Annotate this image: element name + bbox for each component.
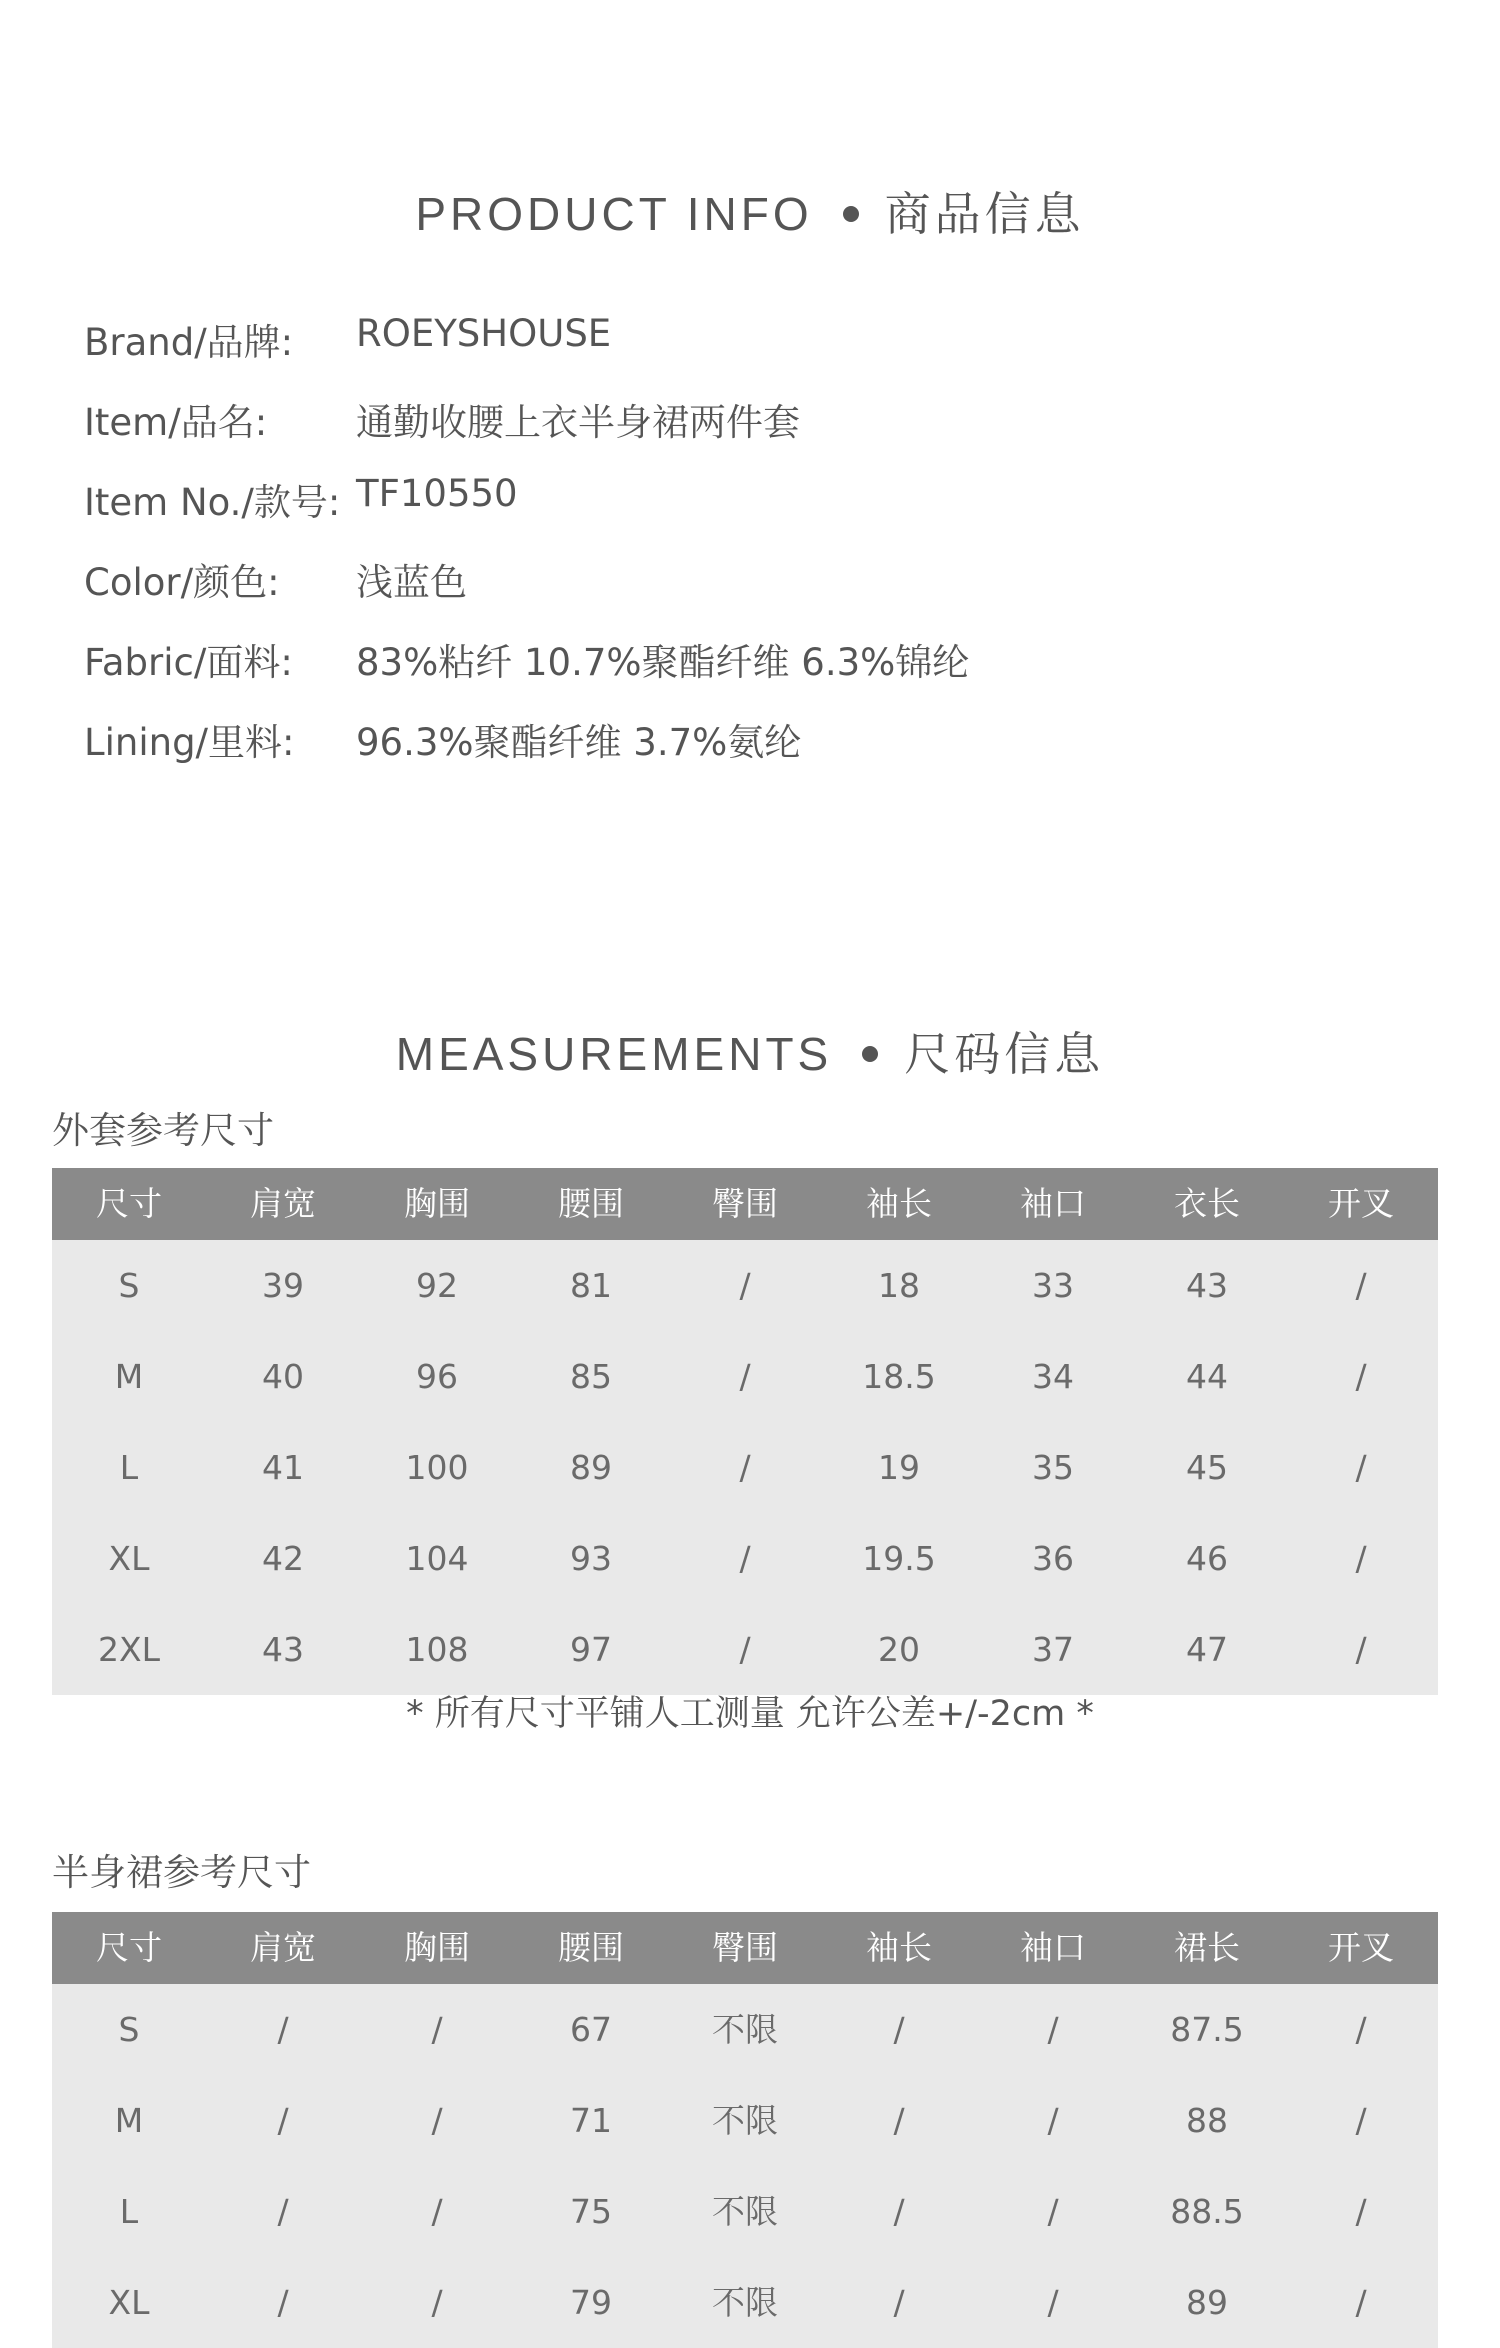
table-cell: /	[1355, 2010, 1367, 2049]
product-info-title	[0, 178, 1500, 244]
table-cell: 42	[262, 1539, 304, 1578]
table-cell: /	[893, 2010, 905, 2049]
header-cell: 肩宽	[250, 1928, 316, 1967]
table-cell: /	[1355, 1357, 1367, 1396]
measurements-title-en: MEASUREMENTS	[395, 1028, 833, 1080]
table-cell: 100	[405, 1448, 469, 1487]
table-cell: 79	[570, 2283, 612, 2322]
table-cell: L	[119, 2192, 139, 2231]
table-cell: /	[893, 2192, 905, 2231]
table-cell: /	[431, 2192, 443, 2231]
table-cell: 96	[416, 1357, 458, 1396]
skirt-size-table	[52, 1912, 1438, 2348]
header-cell: 尺寸	[96, 1184, 162, 1223]
table-header	[52, 1168, 1438, 1240]
table-cell: /	[739, 1266, 751, 1305]
table-row	[52, 1240, 1438, 1331]
header-cell: 腰围	[558, 1184, 624, 1223]
header-cell: 开叉	[1328, 1184, 1394, 1223]
table-cell: 93	[570, 1539, 612, 1578]
measurements-title	[0, 1018, 1500, 1084]
info-value: 通勤收腰上衣半身裙两件套	[356, 401, 800, 444]
table-row	[52, 1513, 1438, 1604]
header-cell: 腰围	[558, 1928, 624, 1967]
header-cell: 袖口	[1020, 1184, 1086, 1223]
table-cell: 不限	[712, 2192, 778, 2231]
table-row	[52, 1604, 1438, 1695]
table-cell: /	[1355, 1539, 1367, 1578]
table-cell: /	[431, 2010, 443, 2049]
table-cell: 92	[416, 1266, 458, 1305]
header-cell: 袖口	[1020, 1928, 1086, 1967]
table-cell: /	[277, 2192, 289, 2231]
header-cell: 尺寸	[96, 1928, 162, 1967]
table-cell: 97	[570, 1630, 612, 1669]
product-info-title-en: PRODUCT INFO	[415, 188, 813, 240]
table-cell: /	[893, 2283, 905, 2322]
header-cell: 臀围	[712, 1184, 778, 1223]
table-cell: 71	[570, 2101, 612, 2140]
table-cell: /	[739, 1539, 751, 1578]
table-cell: 不限	[712, 2101, 778, 2140]
table-cell: 75	[570, 2192, 612, 2231]
measurements-title-zh: 尺码信息	[904, 1027, 1105, 1081]
table-cell: /	[739, 1357, 751, 1396]
table-cell: 不限	[712, 2283, 778, 2322]
table-cell: 85	[570, 1357, 612, 1396]
coat-size-table	[52, 1168, 1438, 1695]
table-cell: /	[739, 1630, 751, 1669]
info-value: ROEYSHOUSE	[356, 312, 612, 355]
table-cell: 40	[262, 1357, 304, 1396]
table-cell: /	[1047, 2010, 1059, 2049]
table-cell: 不限	[712, 2010, 778, 2049]
table-cell: /	[1355, 1448, 1367, 1487]
table-cell: 39	[262, 1266, 304, 1305]
table-cell: /	[893, 2101, 905, 2140]
table-cell: /	[1047, 2192, 1059, 2231]
table-cell: 18.5	[862, 1357, 936, 1396]
table-header	[52, 1912, 1438, 1984]
table-cell: L	[119, 1448, 139, 1487]
table-cell: 45	[1186, 1448, 1228, 1487]
table-cell: 46	[1186, 1539, 1228, 1578]
table-cell: 88	[1186, 2101, 1228, 2140]
table-cell: 35	[1032, 1448, 1074, 1487]
table-cell: 87.5	[1170, 2010, 1244, 2049]
table-cell: 43	[1186, 1266, 1228, 1305]
table-cell: /	[1355, 2283, 1367, 2322]
info-value: 96.3%聚酯纤维 3.7%氨纶	[356, 721, 802, 764]
header-cell: 胸围	[404, 1928, 470, 1967]
table-cell: /	[1047, 2101, 1059, 2140]
table-cell: 88.5	[1170, 2192, 1244, 2231]
table-cell: 44	[1186, 1357, 1228, 1396]
table-cell: 89	[570, 1448, 612, 1487]
table-cell: 18	[878, 1266, 920, 1305]
info-label: Item No./款号:	[84, 481, 341, 524]
table-cell: /	[277, 2283, 289, 2322]
table-cell: /	[1355, 2192, 1367, 2231]
table-cell: S	[118, 2010, 140, 2049]
table-cell: 67	[570, 2010, 612, 2049]
header-cell: 裙长	[1174, 1928, 1240, 1967]
table-row	[52, 1331, 1438, 1422]
table-cell: 43	[262, 1630, 304, 1669]
table-cell: 19.5	[862, 1539, 936, 1578]
table-row	[52, 2166, 1438, 2257]
header-cell: 开叉	[1328, 1928, 1394, 1967]
table-cell: /	[739, 1448, 751, 1487]
header-cell: 袖长	[866, 1928, 932, 1967]
table-cell: 89	[1186, 2283, 1228, 2322]
header-cell: 衣长	[1174, 1184, 1240, 1223]
table-cell: /	[277, 2101, 289, 2140]
table-cell: /	[431, 2283, 443, 2322]
table-row	[52, 1422, 1438, 1513]
info-value: TF10550	[356, 472, 518, 515]
table-cell: 33	[1032, 1266, 1074, 1305]
table-row	[52, 2075, 1438, 2166]
table-cell: /	[1355, 2101, 1367, 2140]
bullet-dot-icon	[843, 206, 859, 222]
table-cell: 108	[405, 1630, 469, 1669]
header-cell: 胸围	[404, 1184, 470, 1223]
product-info-title-zh: 商品信息	[884, 187, 1085, 241]
table-row	[52, 1984, 1438, 2075]
table-cell: 41	[262, 1448, 304, 1487]
table-row	[52, 2257, 1438, 2348]
table-cell: 36	[1032, 1539, 1074, 1578]
table-cell: 19	[878, 1448, 920, 1487]
table-body	[52, 1984, 1438, 2348]
table-cell: 47	[1186, 1630, 1228, 1669]
skirt-size-subtitle: 半身裙参考尺寸	[52, 1851, 311, 1894]
table-cell: 104	[405, 1539, 469, 1578]
header-cell: 臀围	[712, 1928, 778, 1967]
table-cell: /	[1355, 1630, 1367, 1669]
table-cell: 34	[1032, 1357, 1074, 1396]
table-cell: 81	[570, 1266, 612, 1305]
info-value: 83%粘纤 10.7%聚酯纤维 6.3%锦纶	[356, 641, 970, 684]
bullet-dot-icon	[862, 1046, 878, 1062]
measurement-note: * 所有尺寸平铺人工测量 允许公差+/-2cm *	[406, 1694, 1094, 1734]
table-body	[52, 1240, 1438, 1695]
table-cell: M	[114, 2101, 144, 2140]
table-cell: /	[431, 2101, 443, 2140]
table-cell: /	[1047, 2283, 1059, 2322]
info-label: Brand/品牌:	[84, 321, 294, 364]
coat-size-subtitle: 外套参考尺寸	[52, 1109, 274, 1152]
header-cell: 袖长	[866, 1184, 932, 1223]
table-cell: /	[277, 2010, 289, 2049]
table-cell: S	[118, 1266, 140, 1305]
info-value: 浅蓝色	[356, 561, 467, 604]
table-cell: XL	[108, 1539, 150, 1578]
table-cell: M	[114, 1357, 144, 1396]
info-label: Lining/里料:	[84, 721, 295, 764]
info-label: Item/品名:	[84, 401, 268, 444]
info-label: Color/颜色:	[84, 561, 280, 604]
table-cell: 2XL	[98, 1630, 160, 1669]
info-label: Fabric/面料:	[84, 641, 293, 684]
table-cell: 20	[878, 1630, 920, 1669]
table-cell: /	[1355, 1266, 1367, 1305]
header-cell: 肩宽	[250, 1184, 316, 1223]
table-cell: XL	[108, 2283, 150, 2322]
table-cell: 37	[1032, 1630, 1074, 1669]
